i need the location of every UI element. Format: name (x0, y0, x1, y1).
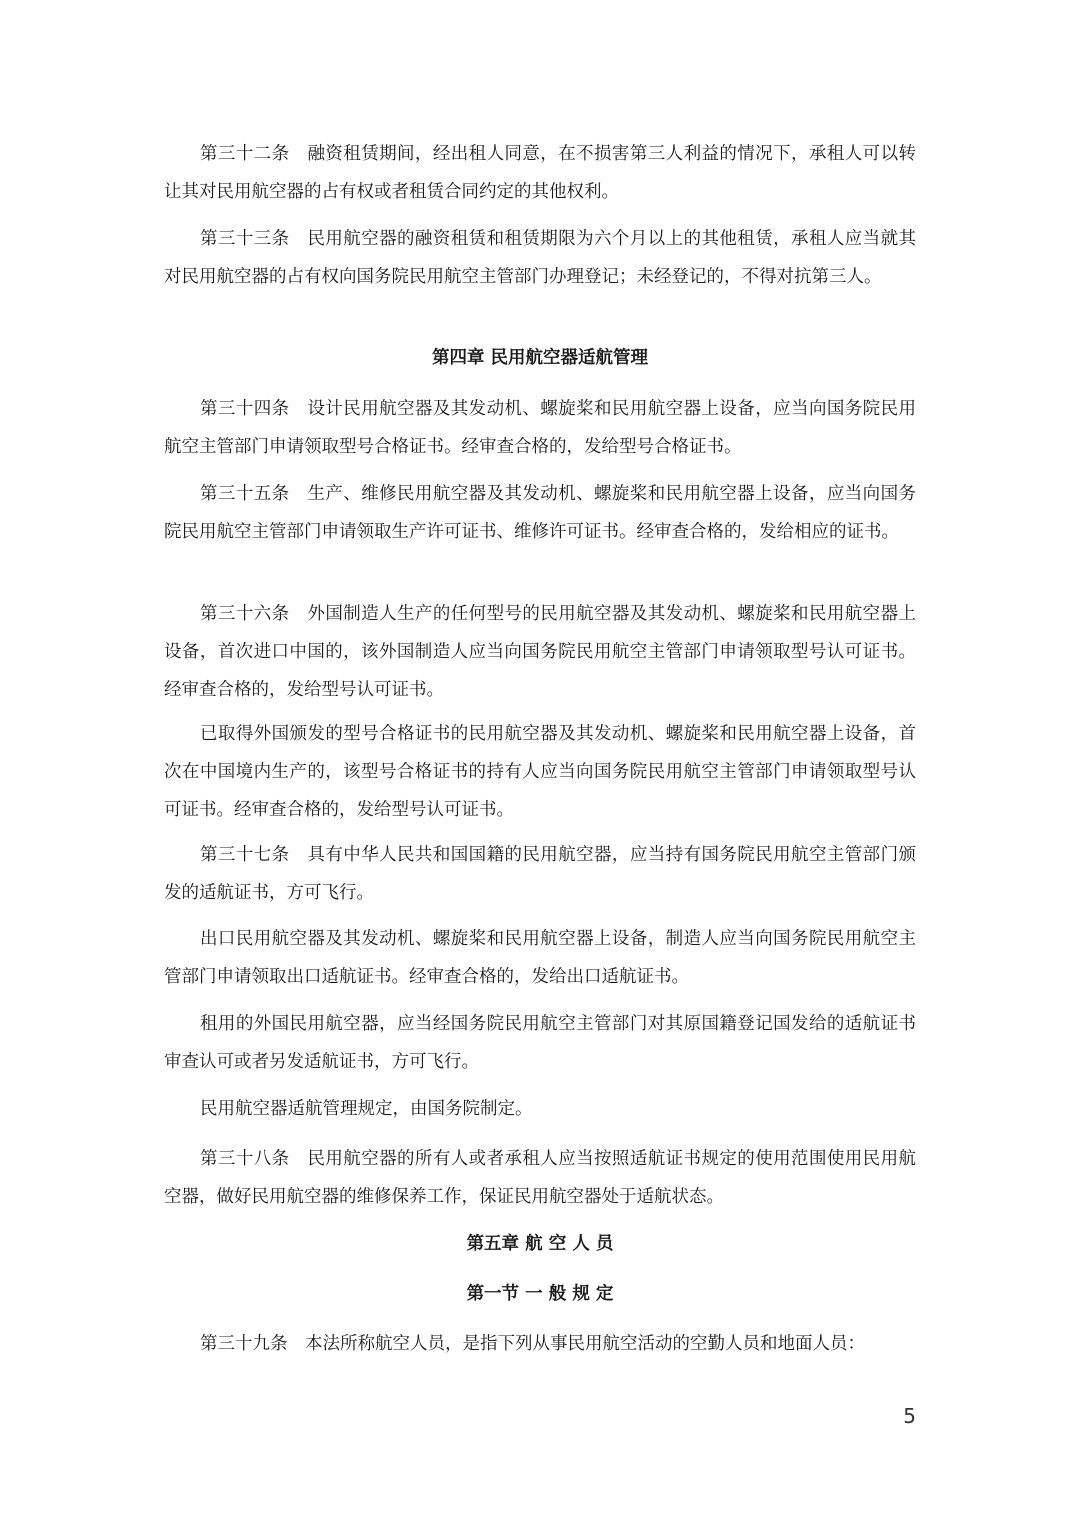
article-33: 第三十三条 民用航空器的融资租赁和租赁期限为六个月以上的其他租赁，承租人应当就其对民用航空器的占有权向国务院民用航空主管部门办理登记；未经登记的，不得对抗第三人。 (164, 229, 916, 287)
article-35: 第三十五条 生产、维修民用航空器及其发动机、螺旋桨和民用航空器上设备，应当向国务院民用航空主管部门申请领取生产许可证书、维修许可证书。经审查合格的，发给相应的证书。 (164, 484, 916, 542)
article-38: 第三十八条 民用航空器的所有人或者承租人应当按照适航证书规定的使用范围使用民用航空器，做好民用航空器的维修保养工作，保证民用航空器处于适航状态。 (164, 1149, 916, 1207)
article-36: 第三十六条 外国制造人生产的任何型号的民用航空器及其发动机、螺旋桨和民用航空器上设备，首次进口中国的，该外国制造人应当向国务院民用航空主管部门申请领取型号认可证书。经审查合格的，发给型号认可证书。 (164, 604, 916, 700)
page-number: 5 (903, 1404, 916, 1428)
article-32: 第三十二条 融资租赁期间，经出租人同意，在不损害第三人利益的情况下，承租人可以转让其对民用航空器的占有权或者租赁合同约定的其他权利。 (164, 144, 916, 202)
article-37-paragraph-3: 租用的外国民用航空器，应当经国务院民用航空主管部门对其原国籍登记国发给的适航证书审查认可或者另发适航证书，方可飞行。 (164, 1014, 916, 1072)
article-39: 第三十九条 本法所称航空人员，是指下列从事民用航空活动的空勤人员和地面人员： (200, 1334, 865, 1354)
article-36-paragraph-2: 已取得外国颁发的型号合格证书的民用航空器及其发动机、螺旋桨和民用航空器上设备，首次在中国境内生产的，该型号合格证书的持有人应当向国务院民用航空主管部门申请领取型号认可证书。经审查合格的，发给型号认可证书。 (164, 724, 916, 820)
chapter-4-title: 第四章 民用航空器适航管理 (431, 348, 649, 368)
article-37: 第三十七条 具有中华人民共和国国籍的民用航空器，应当持有国务院民用航空主管部门颁发的适航证书，方可飞行。 (164, 845, 916, 903)
article-37-paragraph-4: 民用航空器适航管理规定，由国务院制定。 (200, 1099, 533, 1119)
chapter-5-title: 第五章 航 空 人 员 (466, 1234, 614, 1254)
article-37-paragraph-2: 出口民用航空器及其发动机、螺旋桨和民用航空器上设备，制造人应当向国务院民用航空主管部门申请领取出口适航证书。经审查合格的，发给出口适航证书。 (164, 929, 916, 987)
article-34: 第三十四条 设计民用航空器及其发动机、螺旋桨和民用航空器上设备，应当向国务院民用航空主管部门申请领取型号合格证书。经审查合格的，发给型号合格证书。 (164, 399, 916, 457)
section-1-title: 第一节 一 般 规 定 (466, 1284, 614, 1304)
